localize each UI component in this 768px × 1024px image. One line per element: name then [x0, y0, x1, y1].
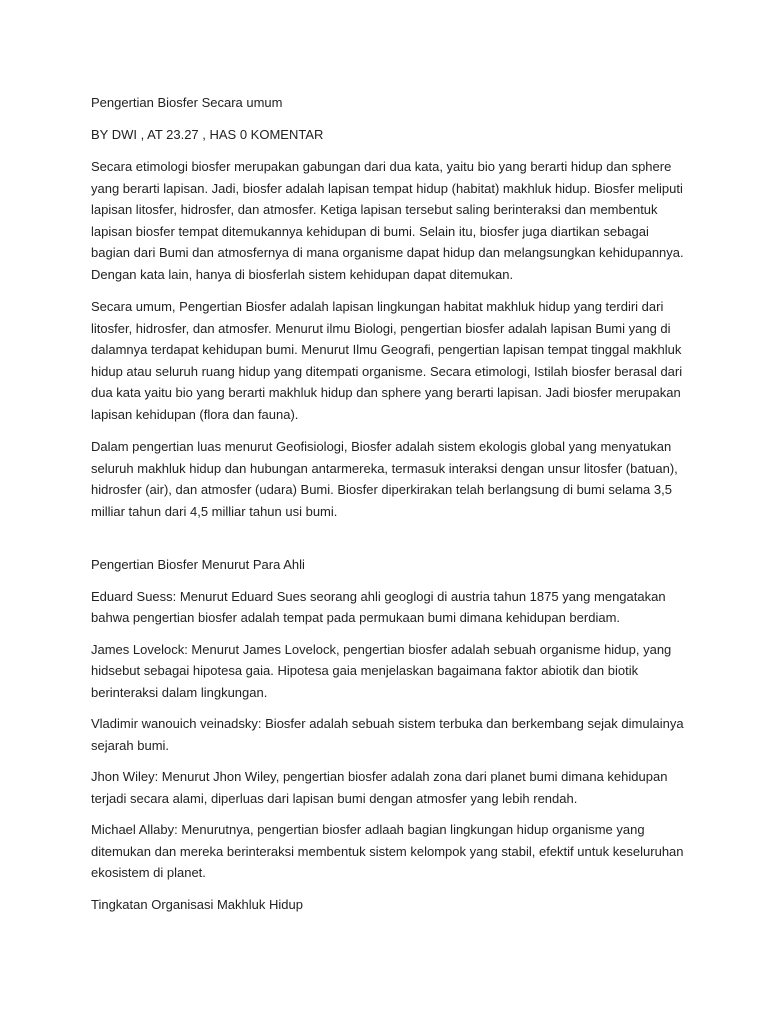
expert-vladimir-veinadsky: Vladimir wanouich veinadsky: Biosfer adalah sebuah sistem terbuka dan berkembang sejak dimulainya sejarah bumi. — [91, 716, 684, 753]
expert-jhon-wiley: Jhon Wiley: Menurut Jhon Wiley, pengertian biosfer adalah zona dari planet bumi dimana kehidupan terjadi secara alami, diperluas dari lapisan bumi dengan atmosfer yang lebih rendah. — [91, 769, 668, 806]
document-title: Pengertian Biosfer Secara umum — [91, 95, 283, 110]
expert-michael-allaby: Michael Allaby: Menurutnya, pengertian biosfer adlaah bagian lingkungan hidup organisme yang ditemukan dan mereka berinteraksi membentuk sistem kelompok yang stabil, efektif untuk keseluruhan ekosistem di planet. — [91, 822, 684, 880]
expert-eduard-suess: Eduard Suess: Menurut Eduard Sues seorang ahli geoglogi di austria tahun 1875 yang mengatakan bahwa pengertian biosfer adalah tempat pada permukaan bumi dimana kehidupan berdiam. — [91, 588, 666, 625]
paragraph-etimologi: Secara etimologi biosfer merupakan gabungan dari dua kata, yaitu bio yang berarti hidup dan sphere yang berarti lapisan. Jadi, biosfer adalah lapisan tempat hidup (habitat) makhluk hidup. Biosfer meliputi lapisan litosfer, hidrosfer, dan atmosfer. Ketiga lapisan tersebut saling berinteraksi dan membentuk lapisan biosfer tempat ditemukannya kehidupan di bumi. Selain itu, biosfer juga diartikan sebagai bagian dari Bumi dan atmosfernya di mana organisme dapat hidup dan melangsungkan kehidupannya. Dengan kata lain, hanya di biosferlah sistem kehidupan dapat ditemukan. — [91, 159, 684, 282]
byline: BY DWI , AT 23.27 , HAS 0 KOMENTAR — [91, 126, 324, 142]
section-heading-tingkatan: Tingkatan Organisasi Makhluk Hidup — [91, 896, 303, 912]
paragraph-geofisiologi: Dalam pengertian luas menurut Geofisiologi, Biosfer adalah sistem ekologis global yang menyatukan seluruh makhluk hidup dan hubungan antarmereka, termasuk interaksi dengan unsur litosfer (batuan), hidrosfer (air), dan atmosfer (udara) Bumi. Biosfer diperkirakan telah berlangsung di bumi selama 3,5 milliar tahun dari 4,5 milliar tahun usi bumi. — [91, 439, 678, 519]
paragraph-secara-umum: Secara umum, Pengertian Biosfer adalah lapisan lingkungan habitat makhluk hidup yang terdiri dari litosfer, hidrosfer, dan atmosfer. Menurut ilmu Biologi, pengertian biosfer adalah lapisan Bumi yang di dalamnya terdapat kehidupan bumi. Menurut Ilmu Geografi, pengertian lapisan tempat tinggal makhluk hidup atau seluruh ruang hidup yang ditempati organisme. Secara etimologi, Istilah biosfer berasal dari dua kata yaitu bio yang berarti makhluk hidup dan sphere yang berarti lapisan. Jadi biosfer merupakan lapisan kehidupan (flora dan fauna). — [91, 299, 683, 422]
document-page — [91, 92, 691, 925]
expert-james-lovelock: James Lovelock: Menurut James Lovelock, pengertian biosfer adalah sebuah organisme hidup, yang hidsebut sebagai hipotesa gaia. Hipotesa gaia menjelaskan bagaimana faktor abiotik dan biotik berinteraksi dalam lingkungan. — [91, 641, 672, 700]
section-heading-para-ahli: Pengertian Biosfer Menurut Para Ahli — [91, 557, 305, 572]
